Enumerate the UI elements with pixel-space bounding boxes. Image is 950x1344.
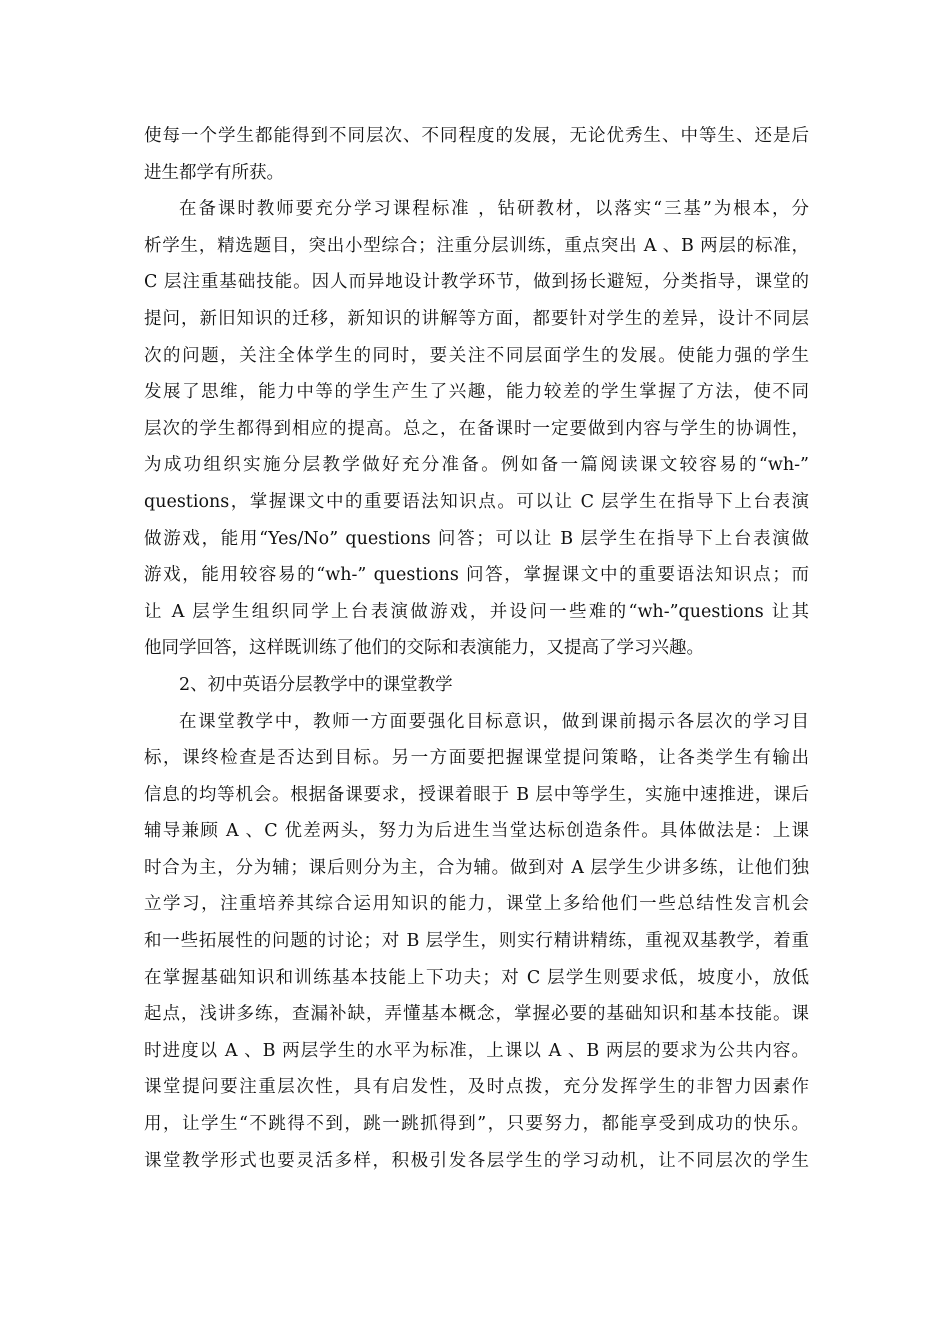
text-line: 和一些拓展性的问题的讨论；对 B 层学生，则实行精讲精练，重视双基教学，着重 [144,931,809,952]
text-line: 课堂提问要注重层次性，具有启发性，及时点拨，充分发挥学生的非智力因素作 [144,1077,809,1098]
text-line: 为成功组织实施分层教学做好充分准备。例如备一篇阅读课文较容易的“wh-” [144,455,809,476]
text-line: 析学生，精选题目，突出小型综合；注重分层训练，重点突出 A 、B 两层的标准， [144,235,809,256]
text-line: 提问，新旧知识的迁移，新知识的讲解等方面，都要针对学生的差异，设计不同层 [144,308,809,329]
text-line: 层次的学生都得到相应的提高。总之，在备课时一定要做到内容与学生的协调性， [144,418,809,439]
text-line: 用，让学生“不跳得不到，跳一跳抓得到”，只要努力，都能享受到成功的快乐。 [144,1114,809,1135]
text-line: 在掌握基础知识和训练基本技能上下功夫；对 C 层学生则要求低，坡度小，放低 [144,967,809,988]
text-line: 进生都学有所获。 [144,162,284,183]
text-line: 辅导兼顾 A 、C 优差两头，努力为后进生当堂达标创造条件。具体做法是：上课 [144,821,809,842]
text-line: 游戏，能用较容易的“wh-” questions 问答，掌握课文中的重要语法知识点；而 [144,565,809,586]
text-line: 信息的均等机会。根据备课要求，授课着眼于 B 层中等学生，实施中速推进，课后 [144,784,809,805]
text-line: 在备课时教师要充分学习课程标准 ，钻研教材，以落实“三基”为根本，分 [179,199,809,220]
body-text [144,118,809,1179]
text-line: 发展了思维，能力中等的学生产生了兴趣，能力较差的学生掌握了方法，使不同 [144,382,809,403]
text-line: questions，掌握课文中的重要语法知识点。可以让 C 层学生在指导下上台表演 [144,491,809,512]
text-line: 使每一个学生都能得到不同层次、不同程度的发展，无论优秀生、中等生、还是后 [144,126,809,146]
text-line: 让 A 层学生组织同学上台表演做游戏，并设问一些难的“wh-”questions 让其 [144,601,809,622]
text-line: 在课堂教学中，教师一方面要强化目标意识，做到课前揭示各层次的学习目 [179,711,809,732]
text-line: 他同学回答，这样既训练了他们的交际和表演能力，又提高了学习兴趣。 [144,638,704,659]
text-line: 课堂教学形式也要灵活多样，积极引发各层学生的学习动机，让不同层次的学生 [144,1150,809,1171]
text-line: C 层注重基础技能。因人而异地设计教学环节，做到扬长避短，分类指导，课堂的 [144,272,809,293]
text-line: 起点，浅讲多练，查漏补缺，弄懂基本概念，掌握必要的基础知识和基本技能。课 [144,1004,809,1025]
text-line: 时合为主，分为辅；课后则分为主，合为辅。做到对 A 层学生少讲多练，让他们独 [144,857,809,878]
text-line: 做游戏，能用“Yes/No” questions 问答；可以让 B 层学生在指导下上台表演做 [144,528,809,549]
text-line: 时进度以 A 、B 两层学生的水平为标准，上课以 A 、B 两层的要求为公共内容。 [144,1040,809,1061]
text-line: 2、初中英语分层教学中的课堂教学 [179,674,453,695]
text-line: 立学习，注重培养其综合运用知识的能力，课堂上多给他们一些总结性发言机会 [144,894,809,915]
text-line: 次的问题，关注全体学生的同时，要关注不同层面学生的发展。使能力强的学生 [144,345,809,366]
text-line: 标，课终检查是否达到目标。另一方面要把握课堂提问策略，让各类学生有输出 [144,748,809,769]
